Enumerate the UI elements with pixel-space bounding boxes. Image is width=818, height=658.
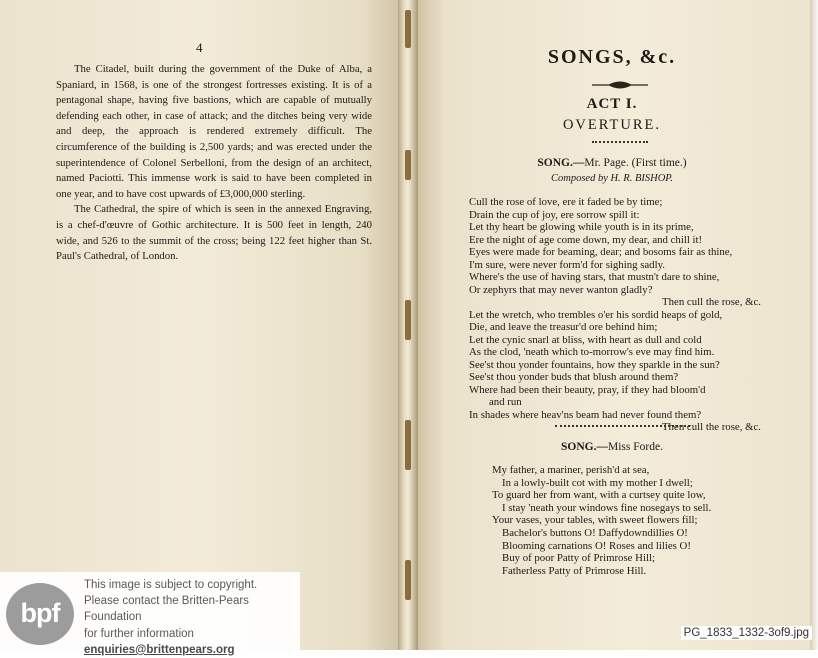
lyric-line: Blooming carnations O! Roses and lilies O! — [502, 539, 691, 552]
binding-stitch — [405, 560, 411, 600]
page-number: 4 — [196, 40, 203, 55]
binding-stitch — [405, 300, 411, 340]
notice-line: This image is subject to copyright. — [84, 579, 258, 591]
binding-stitch — [405, 420, 411, 470]
lyric-line: Then cull the rose, &c. — [662, 296, 761, 308]
lyric-line: and run — [489, 396, 522, 408]
composer-credit: Composed by H. R. BISHOP. — [550, 173, 673, 184]
lyric-line: Where's the use of having stars, that mustn't dare to shine, — [469, 271, 720, 283]
song-singer: Mr. Page. (First time.) — [584, 157, 687, 169]
lyric-line: See'st thou yonder fountains, how they sparkle in the sun? — [469, 358, 720, 371]
dotted-rule — [555, 425, 690, 427]
lyric-line: See'st thou yonder buds that blush around them? — [469, 371, 679, 383]
lyric-line: To guard her from want, with a curtsey quite low, — [492, 489, 706, 502]
binding-stitch — [405, 150, 411, 180]
paragraph-cathedral: The Cathedral, the spire of which is seen in the annexed Engraving, is a chef-d'œuvre of Gothic architecture. It is 500 feet in length, 240 wide, and 526 to the summit of the cross; being 122 feet higher than St. Paul's Cathedral, of London. — [56, 203, 372, 263]
notice-line: Please contact the Britten-Pears Foundation — [84, 595, 249, 624]
lyric-line: Let the wretch, who trembles o'er his sordid heaps of gold, — [469, 308, 723, 321]
bpf-logo: bpf — [6, 583, 74, 645]
song-label: SONG.— — [537, 157, 585, 169]
song-label: SONG.— — [561, 441, 608, 453]
song-singer: Miss Forde. — [608, 441, 663, 453]
lyric-line: In a lowly-built cot with my mother I dwell; — [502, 476, 693, 489]
lyric-line: Where had been their beauty, pray, if they had bloom'd — [469, 383, 706, 396]
act-heading: ACT I. — [586, 96, 638, 112]
left-page-text — [56, 62, 372, 265]
song-1-lyrics — [469, 196, 789, 434]
binding-stitch — [405, 10, 411, 48]
paragraph-citadel: The Citadel, built during the government of the Duke of Alba, a Spaniard, in 1568, is one of the strongest fortresses existing. It is of a pentagonal shape, having five bastions, which are capable of mutually defending each other, in case of attack; and the ditches being very wide and deep, the approach is rendered extremely difficult. The circumference of the building is 2,500 yards; and was erected under the superintendence of Colonel Serbelloni, from the design of an architect, named Paciotti. This immense work is said to have been completed in one year, and to have cost upwards of £3,000,000 sterling. — [56, 63, 372, 200]
lyric-line: Fatherless Patty of Primrose Hill. — [502, 564, 647, 577]
page-edge — [810, 0, 818, 650]
lyric-line: My father, a mariner, perish'd at sea, — [492, 464, 650, 476]
lyric-line: I'm sure, were never form'd for sighing sadly. — [469, 258, 665, 271]
lyric-line: Cull the rose of love, ere it faded be by time; — [469, 196, 663, 208]
song-heading-1 — [414, 157, 810, 169]
page-title: SONGS, &c. — [547, 46, 677, 68]
email-link[interactable]: enquiries@brittenpears.org — [84, 643, 235, 656]
lyric-line: In shades where heav'ns beam had never found them? — [469, 408, 702, 421]
image-filename: PG_1833_1332-3of9.jpg — [681, 626, 812, 640]
lyric-line: Buy of poor Patty of Primrose Hill; — [502, 552, 655, 565]
lyric-line: Or zephyrs that may never wanton gladly? — [469, 283, 653, 296]
lyric-line: I stay 'neath your windows fine nosegays to sell. — [502, 501, 712, 514]
notice-line: for further information — [84, 627, 194, 640]
lyric-line: Ere the night of age come down, my dear, and chill it! — [469, 233, 703, 246]
lyric-line: Your vases, your tables, with sweet flowers fill; — [492, 514, 698, 527]
song-heading-2 — [414, 441, 810, 453]
ornament-divider — [590, 78, 650, 92]
overture-heading: OVERTURE. — [562, 117, 662, 133]
lyric-line: Then cull the rose, &c. — [662, 421, 761, 433]
lyric-line: Bachelor's buttons O! Daffydowndillies O! — [502, 526, 688, 539]
dotted-rule — [592, 141, 648, 143]
lyric-line: Drain the cup of joy, ere sorrow spill it: — [469, 208, 640, 221]
song-2-lyrics — [492, 464, 802, 577]
lyric-line: Eyes were made for beaming, dear; and bosoms fair as thine, — [469, 246, 733, 258]
lyric-line: Let the cynic snarl at bliss, with heart as dull and cold — [469, 333, 702, 346]
lyric-line: Let thy heart be glowing while youth is in its prime, — [469, 221, 694, 233]
lyric-line: Die, and leave the treasur'd ore behind him; — [469, 321, 658, 333]
copyright-notice — [84, 577, 300, 658]
lyric-line: As the clod, 'neath which to-morrow's eve may find him. — [469, 346, 715, 358]
